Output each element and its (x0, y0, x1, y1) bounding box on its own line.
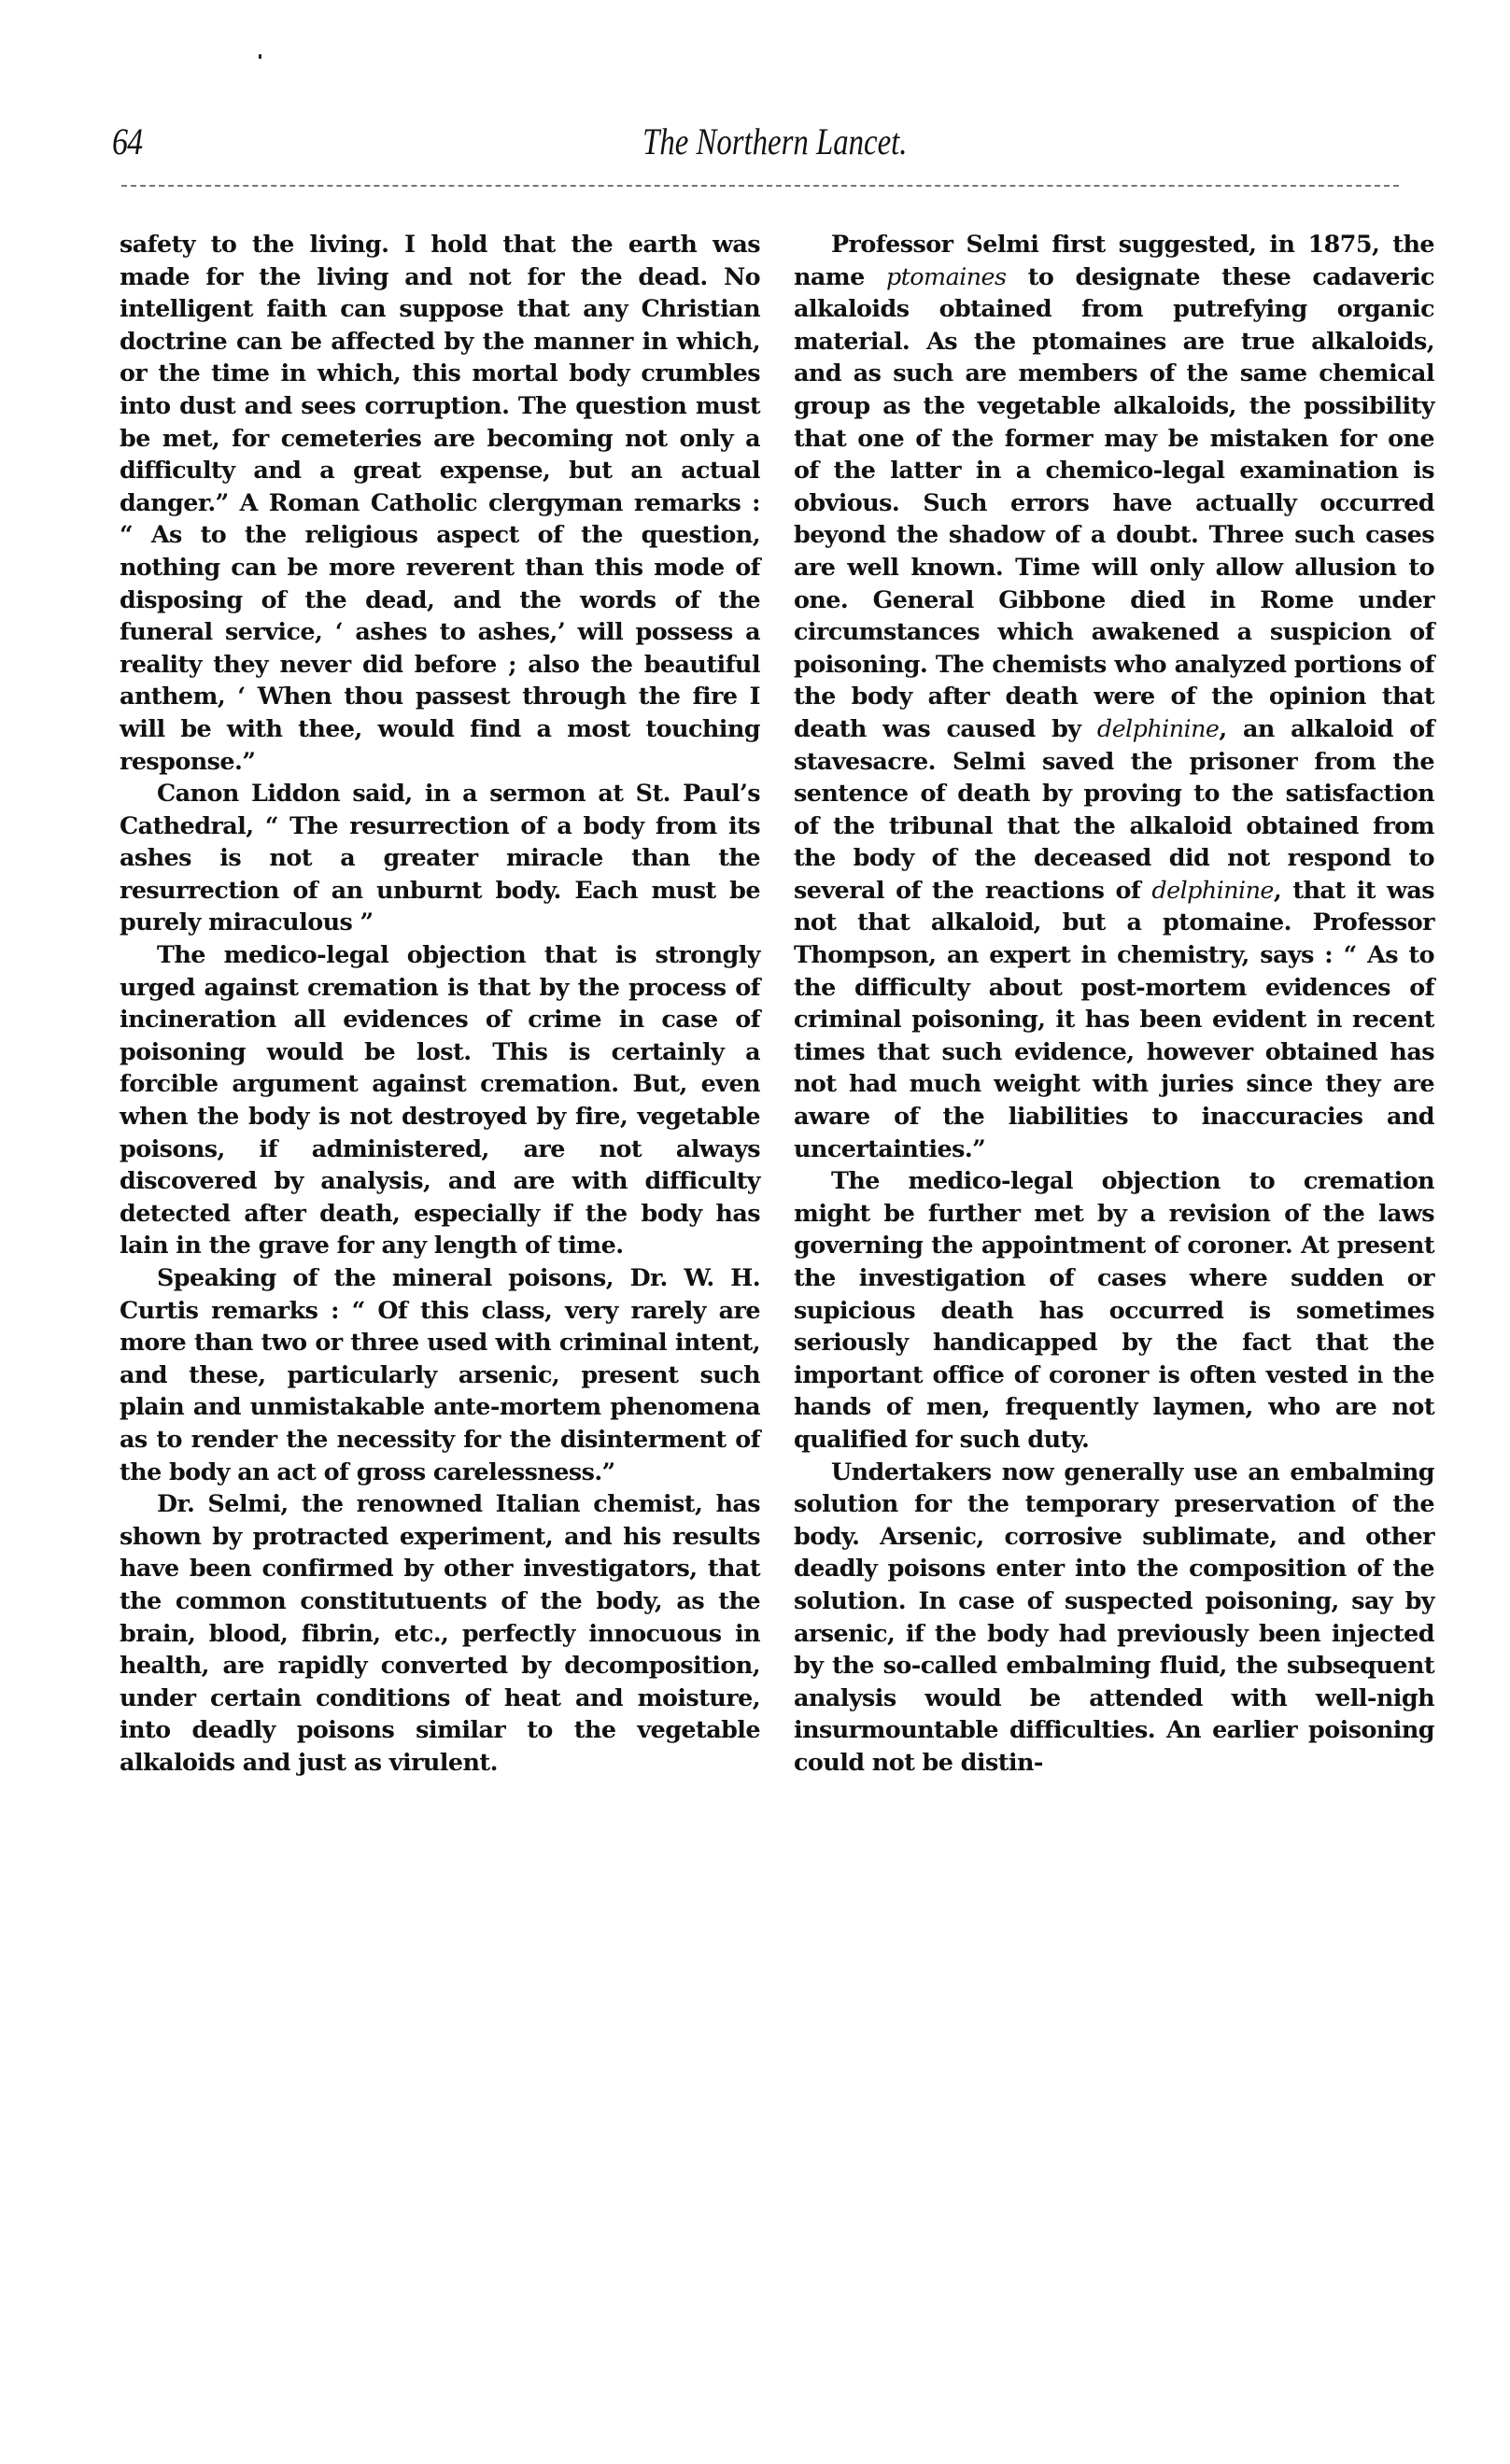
text-run: Dr. Selmi, the renowned Italian chemist, has shown by protracted experiment, and his results have been confirmed by other investigators, that the common constitutuents of the body, as the brain, blood, fibrin, etc., perfectly innocuous in health, are rapidly converted by decomposition, under certain conditions of heat and moisture, into deadly poisons similar to the vegetable alkaloids and just as virulent. (120, 1489, 760, 1776)
journal-title (112, 120, 1438, 163)
paragraph (120, 938, 760, 1261)
text-run: The medico-legal objection to cremation might be further met by a revision of the laws governing the appointment of coroner. At present the investigation of cases where sudden or supicious death has occurred is sometimes seriously handicapped by the fact that the important office of coroner is often vested in the hands of men, frequently laymen, who are not qualified for such duty. (794, 1166, 1434, 1453)
italic-term: delphinine (1096, 713, 1220, 742)
text-run: Undertakers now generally use an embalming solution for the temporary preservation of the body. Arsenic, corrosive sublimate, and other deadly poisons enter into the composition of the solution. In case of suspected poisoning, say by arsenic, if the body had previously been injected by the so-called embalming fluid, the subsequent analysis would be attended with well-nigh insurmountable difficulties. An earlier poisoning could not be distin- (794, 1457, 1434, 1776)
italic-term: delphinine (1151, 875, 1274, 904)
paragraph (120, 777, 760, 938)
header-rule (121, 185, 1399, 187)
left-column (120, 228, 760, 1779)
journal-title-text: The Northern Lancet. (642, 120, 908, 162)
paragraph (120, 1261, 760, 1487)
paragraph (120, 228, 760, 777)
page-number: 64 (112, 120, 143, 162)
text-run: safety to the living. I hold that the earth was made for the living and not for the dead. No intelligent faith can suppose that any Christian doctrine can be affected by the manner in which, or the time in which, this mortal body crumbles into dust and sees corruption. The question must be met, for cemeteries are becoming not only a difficulty and a great expense, but an actual danger.” A Roman Catholic clergyman remarks : “ As to the religious aspect of the question, nothing can be more reverent than this mode of disposing of the dead, and the words of the funeral service, ‘ ashes to ashes,’ will possess a reality they never did before ; also the beautiful anthem, ‘ When thou passest through the fire I will be with thee, would find a most touching response.” (120, 230, 760, 775)
print-speck (259, 54, 261, 59)
text-run: to designate these cadaveric alkaloids obtained from putrefying organic material. As the ptomaines are true alkaloids, and as such are members of the same chemical group as the vegetable alkaloids, the possibility that one of the former may be mistaken for one of the latter in a chemico-legal examination is obvious. Such errors have actually occurred beyond the shadow of a doubt. Three such cases are well known. Time will only allow allusion to one. General Gibbone died in Rome under circumstances which awakened a suspicion of poisoning. The chemists who analyzed portions of the body after death were of the opinion that death was caused by (794, 261, 1434, 742)
text-run: Canon Liddon said, in a sermon at St. Paul’s Cathedral, “ The resurrection of a body from its ashes is not a greater miracle than the resurrection of an unburnt body. Each must be purely miraculous ” (120, 779, 760, 936)
paragraph (120, 1487, 760, 1778)
italic-term: ptomaines (885, 261, 1007, 290)
paragraph (794, 1456, 1434, 1779)
text-run: Professor Selmi first suggested, in 1875, the name (794, 230, 1434, 290)
text-run: , an alkaloid of stavesacre. Selmi saved the prisoner from the sentence of death by proving to the satisfaction of the tribunal that the alkaloid obtained from the body of the deceased did not respond to several of the reactions of (794, 713, 1435, 904)
paragraph (794, 228, 1434, 1164)
text-run: The medico-legal objection that is strongly urged against cremation is that by the process of incineration all evidences of crime in case of poisoning would be lost. This is certainly a forcible argument against cremation. But, even when the body is not destroyed by fire, vegetable poisons, if administered, are not always discovered by analysis, and are with difficulty detected after death, especially if the body has lain in the grave for any length of time. (120, 940, 760, 1260)
right-column (794, 228, 1434, 1779)
paragraph (794, 1164, 1434, 1455)
running-head (112, 120, 1438, 176)
text-run: Speaking of the mineral poisons, Dr. W. H. Curtis remarks : “ Of this class, very rarely are more than two or three used with criminal intent, and these, particularly arsenic, present such plain and unmistakable ante-mortem phenomena as to render the necessity for the disinterment of the body an act of gross carelessness.” (120, 1263, 760, 1485)
text-run: , that it was not that alkaloid, but a ptomaine. Professor Thompson, an expert in chemistry, says : “ As to the difficulty about post-mortem evidences of criminal poisoning, it has been evident in recent times that such evidence, however obtained has not had much weight with juries since they are aware of the liabilities to inaccuracies and uncertainties.” (794, 875, 1434, 1162)
